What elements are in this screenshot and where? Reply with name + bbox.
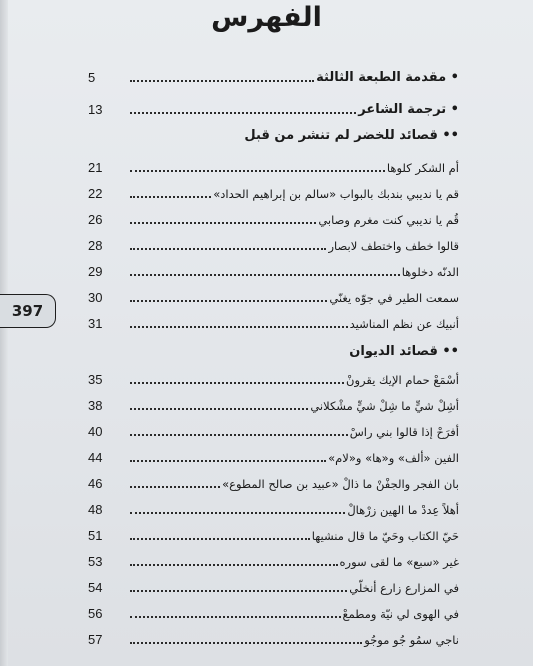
toc-entry	[88, 204, 459, 228]
toc-page-number: 26	[88, 212, 103, 227]
dot-leader	[130, 382, 344, 384]
toc-entry	[88, 598, 459, 622]
dot-leader	[130, 248, 326, 250]
toc-entry	[88, 230, 459, 254]
dot-leader	[130, 460, 326, 462]
toc-page-number: 48	[88, 502, 103, 517]
book-spine-shadow	[0, 0, 8, 666]
page-number-tab	[0, 294, 56, 328]
toc-entry	[88, 282, 459, 306]
toc-entry	[88, 494, 459, 518]
section-heading: •• قصائد للخضر لم تنشر من قبل	[244, 128, 459, 143]
dot-leader	[130, 196, 211, 198]
toc-entry-title: حَيّ الكتاب وحَيّ ما قال منشيها	[311, 529, 459, 543]
toc-entry	[88, 520, 459, 544]
dot-leader	[130, 112, 356, 114]
toc-entry-title: أسْمَعْ حمام الإيك يقرونْ	[346, 373, 459, 387]
toc-page-number: 53	[88, 554, 103, 569]
toc-page-number: 21	[88, 160, 103, 175]
toc-entry-title: • ترجمة الشاعر	[358, 102, 459, 117]
toc-page-number: 5	[88, 70, 96, 85]
toc-entry-title: أم الشكر كلوها	[386, 161, 459, 175]
dot-leader	[130, 590, 347, 592]
toc-entry-intro	[88, 62, 459, 86]
dot-leader	[130, 80, 314, 82]
toc-page-number: 54	[88, 580, 103, 595]
toc-entry	[88, 468, 459, 492]
toc-entry	[88, 178, 459, 202]
toc-entry-title: بان الفجر والجفْنْ ما ذالْ «عبيد بن صالح المطوع»	[222, 477, 459, 491]
toc-entry-title: الدنّه دخلوها	[401, 265, 459, 279]
toc-entry	[88, 624, 459, 648]
toc-entry-title: • مقدمة الطبعة الثالثة	[316, 70, 459, 85]
dot-leader	[130, 274, 400, 276]
dot-leader	[130, 642, 362, 644]
toc-entry	[88, 546, 459, 570]
toc-entry	[88, 256, 459, 280]
dot-leader	[130, 326, 348, 328]
toc-entry-title: أهلاً عِددْ ما الهين زرْهالْ	[347, 503, 459, 517]
toc-page-number: 51	[88, 528, 103, 543]
toc-entry-title: في الهوى لي نيّة ومطمعْ	[342, 607, 459, 621]
toc-entry	[88, 152, 459, 176]
toc-page-number: 46	[88, 476, 103, 491]
section-heading: •• قصائد الديوان	[349, 344, 459, 359]
toc-page-number: 40	[88, 424, 103, 439]
toc-page-number: 13	[88, 102, 103, 117]
toc-entry-title: في المزارع زارع أنخلّي	[349, 581, 459, 595]
toc-entry-title: قم يا نديبي بندبك بالبواب «سالم بن إبراهيم الحداد»	[213, 187, 459, 201]
toc-entry	[88, 442, 459, 466]
toc-page-number: 30	[88, 290, 103, 305]
dot-leader	[130, 564, 338, 566]
toc-entry-title: ناجي سمُو جُو موجُو	[364, 633, 459, 647]
toc-entry	[88, 416, 459, 440]
toc-entry-title: أنبيك عن نظم المناشيد	[349, 317, 459, 331]
toc-page-number: 56	[88, 606, 103, 621]
toc-entry-title: قالوا خطف واختطف لابصار	[328, 239, 459, 253]
toc-entry-intro	[88, 94, 459, 118]
toc-entry-title: أفرَحْ إذا قالوا بني راسْ	[349, 425, 459, 439]
page-number: 397	[11, 302, 44, 320]
toc-entry-title: الفين «ألف» و«ها» و«لام»	[328, 451, 459, 465]
toc-page-number: 22	[88, 186, 103, 201]
toc-page-number: 38	[88, 398, 103, 413]
dot-leader	[130, 512, 345, 514]
toc-page-number: 28	[88, 238, 103, 253]
dot-leader	[130, 434, 348, 436]
dot-leader	[130, 408, 308, 410]
toc-page-number: 35	[88, 372, 103, 387]
dot-leader	[130, 170, 385, 172]
toc-entry-title: قُم يا نديبي كنت مغرم وصابي	[318, 213, 459, 227]
toc-entry	[88, 364, 459, 388]
toc-page-number: 57	[88, 632, 103, 647]
toc-entry	[88, 390, 459, 414]
toc-entry-title: سمعت الطير في جوّه يغنّي	[329, 291, 459, 305]
toc-entry	[88, 308, 459, 332]
dot-leader	[130, 222, 316, 224]
dot-leader	[130, 486, 220, 488]
toc-page-number: 29	[88, 264, 103, 279]
toc-entry	[88, 572, 459, 596]
toc-page-number: 31	[88, 316, 103, 331]
toc-entry-title: غير «سبع» ما لقى سوره	[339, 555, 459, 569]
toc-entry-title: أشِلْ شيٍّ ما شِلْ شيٍّ مشْكلاني	[310, 399, 459, 413]
dot-leader	[130, 300, 327, 302]
dot-leader	[130, 538, 310, 540]
dot-leader	[130, 616, 341, 618]
toc-page-number: 44	[88, 450, 103, 465]
page-title: الفهرس	[211, 2, 322, 33]
